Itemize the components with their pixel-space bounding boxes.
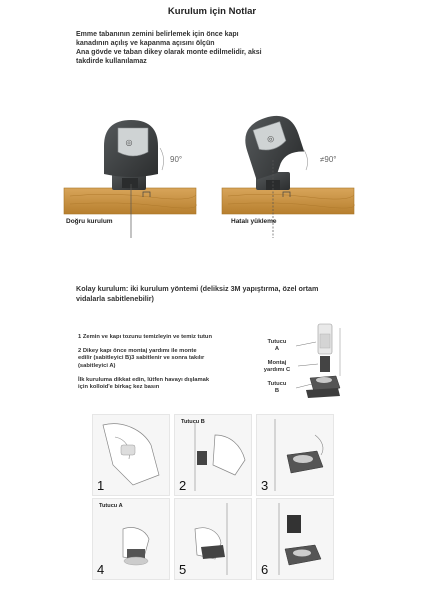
- hand-mounting-icon: [175, 415, 251, 495]
- step-number: 3: [261, 478, 269, 493]
- step-panel-3: [256, 414, 334, 496]
- step-1: 1 Zemin ve kapı tozunu temizleyin ve temiz tutun: [78, 334, 212, 340]
- parts-diagram: [292, 318, 352, 408]
- part-label-holder-b: [262, 381, 292, 395]
- step-number: 1: [97, 478, 105, 493]
- note-line-4: takdirde kullanılamaz: [76, 58, 147, 65]
- svg-text:◎: ◎: [125, 138, 133, 147]
- step-number: 5: [179, 562, 187, 577]
- panel-2-label: Tutucu B: [181, 419, 205, 425]
- part-c-line-1: Montaj: [267, 360, 287, 366]
- notes-block: [76, 30, 316, 66]
- step-3-line-1: İlk kuruluma dikkat edin, lütfen havayı dışlamak: [78, 376, 210, 383]
- part-c-line-2: yardımı C: [263, 367, 291, 373]
- panel-4-label: Tutucu A: [99, 503, 123, 509]
- step-3: [78, 377, 248, 391]
- step-panel-1: [92, 414, 170, 496]
- step-number: 4: [97, 562, 105, 577]
- easy-install-line-1: Kolay kurulum: iki kurulum yöntemi (deliksiz 3M yapıştırma, özel ortam: [76, 284, 319, 293]
- step-panel-4: [92, 498, 170, 580]
- page-title: Kurulum için Notlar: [167, 6, 257, 17]
- steps-block: [78, 334, 248, 398]
- note-line-3: Ana gövde ve taban dikey olarak monte edilmelidir, aksi: [76, 49, 262, 56]
- press-holder-a-icon: [93, 499, 169, 579]
- step-panel-6: [256, 498, 334, 580]
- step-panel-5: [174, 498, 252, 580]
- step-number: 6: [261, 562, 269, 577]
- correct-caption: Doğru kurulum: [66, 218, 113, 225]
- step-number: 2: [179, 478, 187, 493]
- install-illustration: [0, 100, 424, 240]
- wrong-caption: Hatalı yükleme: [231, 218, 277, 225]
- hand-cleaning-icon: [93, 415, 169, 495]
- step-2-line-2: edilir (sabitleyici B)3 sabitlenir ve sonra takılır: [78, 355, 205, 362]
- step-panel-2: [174, 414, 252, 496]
- floor-holder-icon: [257, 415, 333, 495]
- press-base-icon: [175, 499, 251, 579]
- svg-text:◎: ◎: [265, 133, 276, 145]
- part-a-line-2: A: [274, 346, 280, 352]
- step-3-line-2: için kolloid'e birkaç kez basın: [78, 384, 160, 391]
- note-line-2: kanadının açılış ve kapanma açısını ölçün: [76, 40, 215, 47]
- part-b-line-2: B: [274, 388, 280, 394]
- easy-install-text: [76, 284, 346, 303]
- step-2: [78, 348, 248, 370]
- correct-angle-label: 90°: [170, 155, 183, 164]
- note-line-1: Emme tabanının zemini belirlemek için önce kapı: [76, 31, 239, 38]
- step-2-line-1: 2 Dikey kapı önce montaj yardımı ile monte: [78, 348, 197, 355]
- part-b-line-1: Tutucu: [267, 381, 287, 387]
- easy-install-line-2: vidalarla sabitlenebilir): [76, 293, 154, 303]
- wrong-angle-label: ≠90°: [320, 155, 337, 164]
- part-label-holder-a: [262, 339, 292, 353]
- step-2-line-3: (sabitleyici A): [78, 362, 116, 369]
- installed-stopper-icon: [257, 499, 333, 579]
- part-a-line-1: Tutucu: [267, 339, 287, 345]
